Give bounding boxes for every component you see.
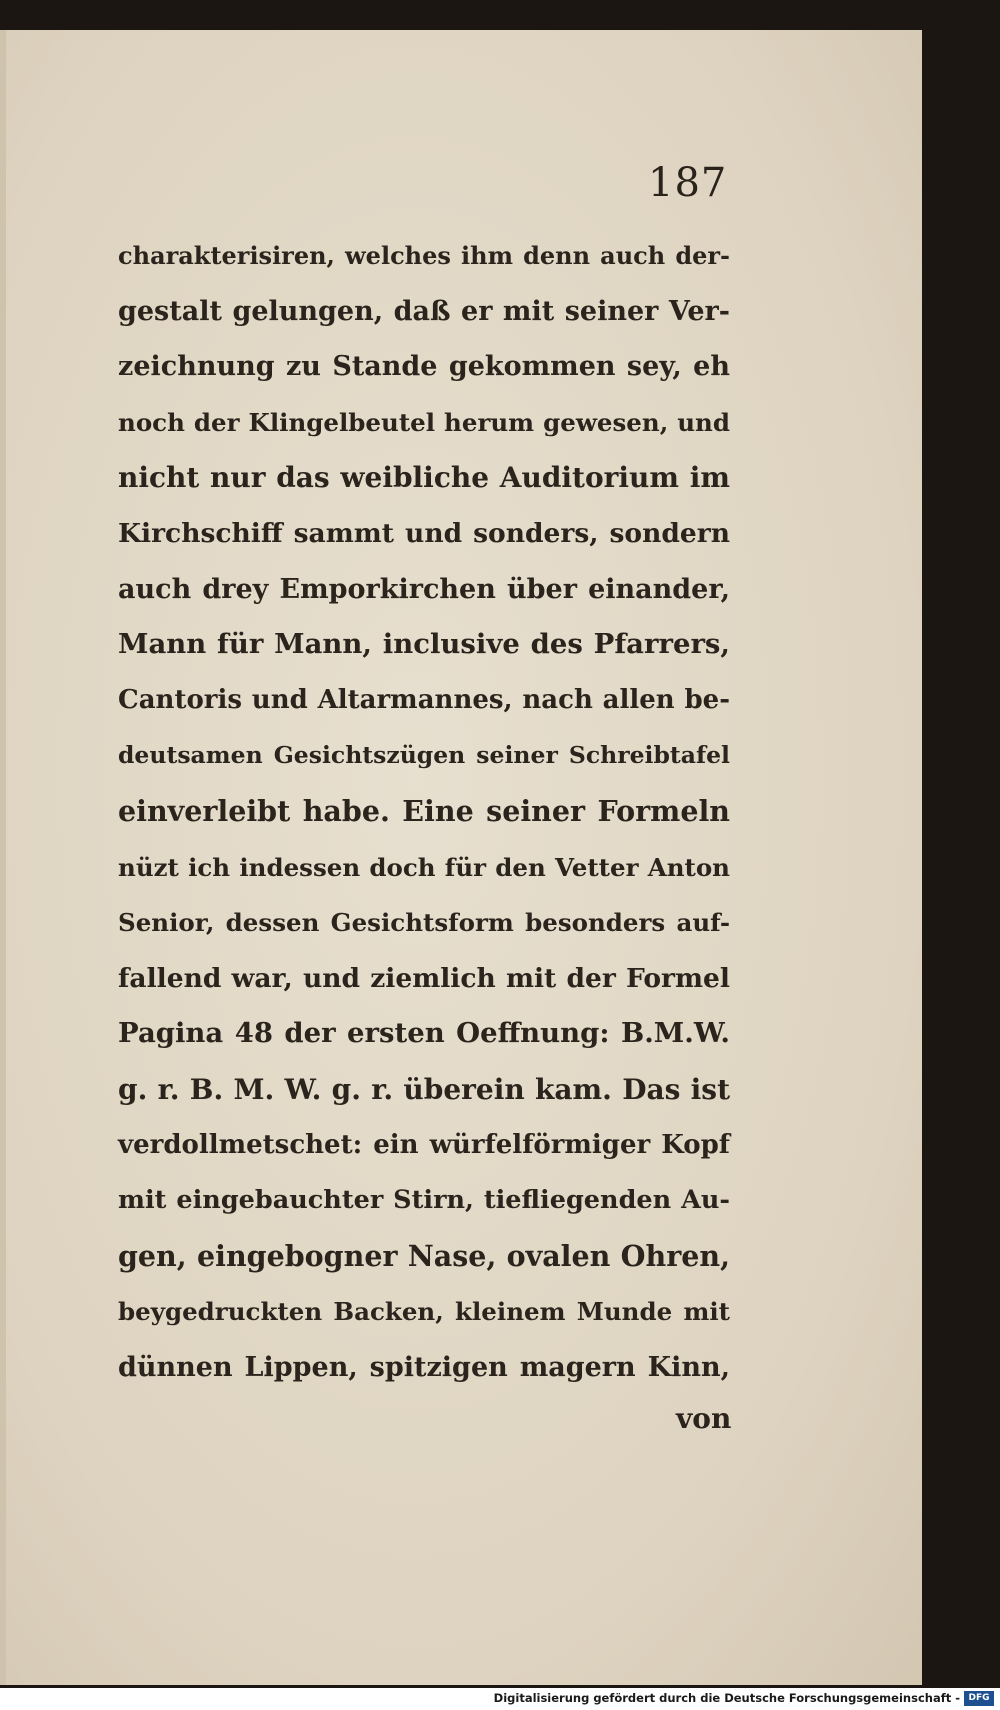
text-line: mit eingebauchter Stirn, tiefliegenden Au- bbox=[118, 1185, 730, 1216]
text-line: dünnen Lippen, spitzigen magern Kinn, bbox=[118, 1351, 730, 1383]
text-line: auch drey Emporkirchen über einander, bbox=[118, 573, 730, 605]
text-line: Cantoris und Altarmannes, nach allen be- bbox=[118, 684, 730, 715]
footer-bar bbox=[0, 1688, 1000, 1710]
text-line: einverleibt habe. Eine seiner Formeln bbox=[118, 793, 730, 828]
text-line: zeichnung zu Stande gekommen sey, eh bbox=[118, 351, 730, 383]
text-line: Pagina 48 der ersten Oeffnung: B.M.W. bbox=[118, 1017, 730, 1050]
dfg-logo: DFG bbox=[964, 1691, 994, 1706]
text-line: Senior, dessen Gesichtsform besonders auf- bbox=[118, 908, 730, 938]
text-line: deutsamen Gesichtszügen seiner Schreibtafel bbox=[118, 741, 730, 770]
page-number: 187 bbox=[648, 160, 728, 206]
text-line: gestalt gelungen, daß er mit seiner Ver- bbox=[118, 295, 730, 327]
text-line: gen, eingebogner Nase, ovalen Ohren, bbox=[118, 1238, 730, 1273]
text-line: g. r. B. M. W. g. r. überein kam. Das ist bbox=[118, 1072, 730, 1106]
text-line: fallend war, und ziemlich mit der Formel bbox=[118, 962, 730, 994]
text-line: beygedruckten Backen, kleinem Munde mit bbox=[118, 1297, 730, 1327]
catchword: von bbox=[676, 1402, 732, 1435]
page-edge bbox=[0, 30, 6, 1685]
text-line: noch der Klingelbeutel herum gewesen, und bbox=[118, 407, 730, 437]
text-line: verdollmetschet: ein würfelförmiger Kopf bbox=[118, 1129, 730, 1160]
text-line: charakterisiren, welches ihm denn auch der- bbox=[118, 241, 730, 270]
text-line: Kirchschiff sammt und sonders, sondern bbox=[118, 517, 730, 549]
text-line: nüzt ich indessen doch für den Vetter Anton bbox=[118, 852, 730, 882]
funding-credit: Digitalisierung gefördert durch die Deutsche Forschungsgemeinschaft - bbox=[493, 1691, 960, 1705]
text-line: nicht nur das weibliche Auditorium im bbox=[118, 461, 730, 495]
body-text bbox=[118, 228, 730, 1395]
text-line: Mann für Mann, inclusive des Pfarrers, bbox=[118, 628, 730, 661]
